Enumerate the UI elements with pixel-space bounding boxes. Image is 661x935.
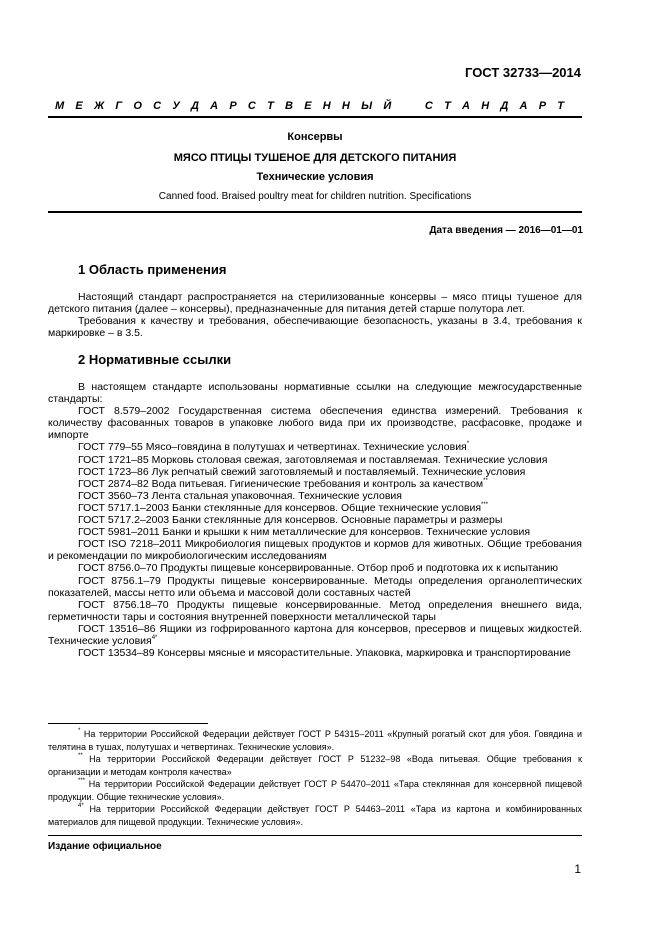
footnote-marker: ** [78,753,83,759]
reference-item [48,441,582,453]
reference-text: ГОСТ 8756.0–70 Продукты пищевые консервированные. Отбор проб и подготовка их к испытанию [78,562,558,575]
reference-text: ГОСТ 5717.1–2003 Банки стеклянные для консервов. Общие технические условия [78,501,482,514]
banner-letter: Т [267,100,274,112]
reference-text: ГОСТ 8.579–2002 Государственная система обеспечения единства измерений. Требования к количеству фасованных товаров в упаковке любого вида при их производстве, расфасовке, продаже и импорте [48,405,582,442]
footer-rule [48,835,582,836]
reference-text: ГОСТ 13516–86 Ящики из гофрированного картона для консервов, пресервов и пищевых жидкостей. Технические условия [48,622,582,647]
title-rule [48,211,582,213]
banner-letter: Д [190,100,199,112]
footnote-text: На территории Российской Федерации действует ГОСТ Р 54315–2011 «Крупный рогатый скот для убоя. Говядина и телятина в тушах, полутушах и четвертинах. Технические условия». [48,729,582,752]
reference-text: ГОСТ 5981–2011 Банки и крышки к ним металлические для консервов. Технические условия [78,526,531,539]
banner-letter: Е [75,100,83,112]
banner-letter: Р [229,100,237,112]
reference-item [48,538,582,562]
footnote-text: На территории Российской Федерации действует ГОСТ Р 54463–2011 «Тара из картона и комбинированных материалов для пищевой продукции. Технические условия». [48,804,582,827]
footnote-marker: 4* [151,634,158,641]
title-subtitle: Технические условия [256,171,374,183]
banner-letter: М [55,100,65,112]
section-1-heading: 1 Область применения [78,262,227,277]
banner-letter: Д [500,100,509,112]
section-2-body [48,381,582,659]
section-2-intro: В настоящем стандарте использованы нормативные ссылки на следующие межгосударственные стандарты: [48,381,582,406]
footnote-item [48,803,582,828]
banner-letter: В [285,100,293,112]
normative-references-list [48,405,582,659]
footnote-item [48,728,582,753]
banner-letter: А [462,100,470,112]
banner-letter: Й [383,100,392,112]
reference-text: ГОСТ 2874–82 Вода питьевая. Гигиенические требования и контроль за качеством [78,477,484,490]
reference-text: ГОСТ 8756.18–70 Продукты пищевые консервированные. Метод определения внешнего вида, герметичности тары и состояния внутренней поверхности металлической тары [48,598,582,623]
banner-letter: Н [341,100,350,112]
page-number: 1 [574,862,581,876]
introduction-date: Дата введения — 2016—01—01 [429,225,583,236]
interstate-standard-banner [55,100,564,112]
reference-item [48,405,582,441]
footnote-marker: *** [78,778,86,784]
reference-item [48,478,582,490]
footnote-marker: * [466,441,470,448]
reference-item [48,562,582,574]
banner-letter: А [519,100,528,112]
section-2-heading: 2 Нормативные ссылки [78,352,232,367]
reference-item [48,599,582,623]
reference-text: ГОСТ ISO 7218–2011 Микробиология пищевых продуктов и кормов для животных. Общие требования и рекомендации по микробиологическим исследованиям [48,538,582,563]
banner-letter: С [424,100,433,112]
banner-letter: С [153,100,162,112]
reference-item [48,623,582,647]
reference-item [48,526,582,538]
header-rule [48,116,582,118]
banner-letter: Т [444,100,451,112]
reference-text: ГОСТ 1723–86 Лук репчатый свежий заготовляемый и поставляемый. Технические условия [78,465,526,478]
reference-text: ГОСТ 1721–85 Морковь столовая свежая, заготовляемая и поставляемая. Технические условия [78,453,548,466]
footnote-item [48,753,582,778]
reference-text: ГОСТ 13534–89 Консервы мясные и мясорастительные. Упаковка, маркировка и транспортирование [78,647,571,660]
footnote-marker: 4* [78,803,84,809]
banner-letter: Н [481,100,490,112]
footnote-item [48,778,582,803]
reference-item [48,454,582,466]
reference-text: ГОСТ 3560–73 Лента стальная упаковочная. Технические условия [78,489,402,502]
banner-letter: С [247,100,256,112]
banner-letter: Р [538,100,547,112]
footnote-marker: ** [483,477,488,484]
banner-letter: У [172,100,180,112]
footnote-marker: *** [481,501,489,508]
reference-item [48,647,582,659]
footnote-rule [48,723,208,724]
reference-item [48,466,582,478]
section-1-body [48,291,582,339]
section-1-paragraph-2: Требования к качеству и требования, обеспечивающие безопасность, указаны в 3.4, требования к маркировке – в 3.5. [48,315,582,340]
footnotes [48,728,582,828]
reference-text: ГОСТ 5717.2–2003 Банки стеклянные для консервов. Основные параметры и размеры [78,514,503,527]
footnote-marker: * [78,728,81,734]
banner-letter: О [133,100,142,112]
footnote-text: На территории Российской Федерации действует ГОСТ Р 51232–98 «Вода питьевая. Общие требования к организации и методам контроля качества» [48,754,582,777]
reference-item [48,502,582,514]
banner-letter: Н [322,100,331,112]
title-english: Canned food. Braised poultry meat for children nutrition. Specifications [158,191,472,202]
reference-item [48,490,582,502]
reference-item [48,514,582,526]
section-1-paragraph-1: Настоящий стандарт распространяется на стерилизованные консервы – мясо птицы тушеное для детского питания (далее – консервы), предназначенные для питания детей старше полутора лет. [48,291,582,316]
reference-item [48,575,582,599]
banner-letter: Е [304,100,312,112]
edition-label: Издание официальное [48,841,162,852]
title-main: МЯСО ПТИЦЫ ТУШЕНОЕ ДЛЯ ДЕТСКОГО ПИТАНИЯ [173,152,457,164]
reference-text: ГОСТ 779–55 Мясо–говядина в полутушах и четвертинах. Технические условия [78,441,467,454]
document-code: ГОСТ 32733—2014 [465,65,581,80]
reference-text: ГОСТ 8756.1–79 Продукты пищевые консервированные. Методы определения органолептических показателей, массы нетто или объема и массовой доли составных частей [48,574,582,599]
footnote-text: На территории Российской Федерации действует ГОСТ Р 54470–2011 «Тара стеклянная для консервной пищевой продукции. Общие технические условия». [48,779,582,802]
banner-letter: Г [115,100,123,112]
banner-letter: А [210,100,219,112]
banner-letter: Т [557,100,564,112]
title-category: Консервы [287,131,343,143]
banner-letter: Ы [361,100,373,112]
banner-letter: Ж [93,100,105,112]
